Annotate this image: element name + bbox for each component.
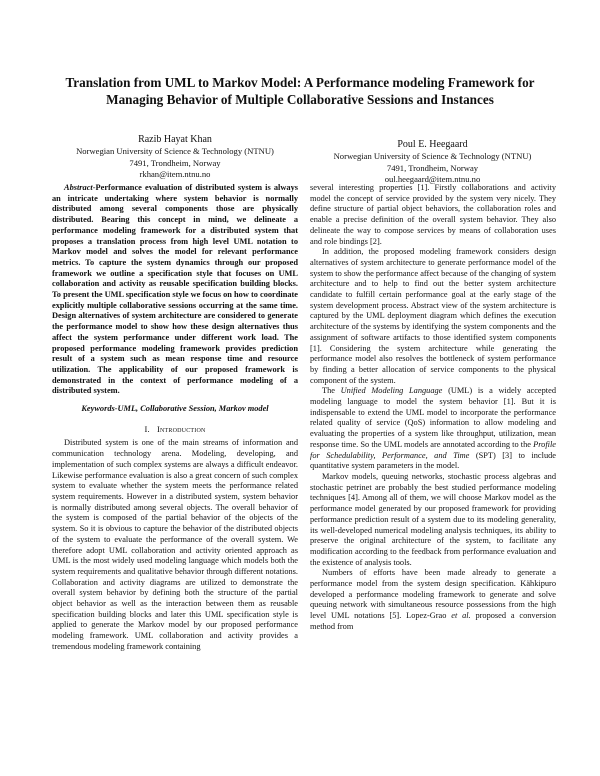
author-address: 7491, Trondheim, Norway [129,157,221,168]
author-address: 7491, Trondheim, Norway [386,162,479,173]
left-column [52,183,298,653]
abstract-text: Performance evaluation of distributed system is always an intricate undertaking where system behavior is normally distributed among several components those are physically distributed. Bearing this concept in mind, we delineate a performance modeling framework for a distributed system that proposes a translation process from high level UML notation to Markov model and solves the model for relevant performance metrics. To capture the system dynamics through our proposed framework we outline a specification style that focuses on UML collaboration and activity as reusable specification building blocks. To present the UML specification style we focus on how to coordinate explicitly multiple collaborative sessions occurring at the same time. Design alternatives of system architecture are considered to generate the performance model to show how these design alternatives thus affect the system performance under different work load. The proposed performance modeling framework provides prediction result of a system such as mean response time and resource utilization. The applicability of our proposed framework is demonstrated in the context of performance modeling of a distributed system. [52,183,298,396]
author-name: Poul E. Heegaard [397,139,468,150]
text-run: (SPT) [3] to include quantitative system parameters in the model. [310,450,557,471]
title-line-2: Managing Behavior of Multiple Collaborative Sessions and Instances [106,92,494,107]
text-run-italic: Profile for Schedulability, Performance, and Time [310,439,556,460]
text-run: Numbers of efforts have been made already to generate a performance model from the system design specification. Kähkipuro developed a performance modeling framework to generate and solve queuing network with simultaneous resource possessions from the high level UML notations [5]. Lopez-Grao [310,568,556,621]
author-email: oul.heegaard@item.ntnu.no [384,174,481,184]
abstract [52,183,298,397]
paper-title [40,74,560,108]
text-run: (UML) is a widely accepted modeling language to model the system behavior [1]. But it is indispensable to extend the UML model to incorporate the performance related quality of service (QoS) information to allow modeling and evaluating the properties of a system like throughput, utilization, mean response time. So the UML models are annotated according to the [310,386,557,449]
right-column [310,183,556,633]
section-title: Introduction [156,423,206,434]
section-number: I. [144,423,150,434]
author-block-2 [305,138,560,186]
text-run-italic: Unified Modeling Language [340,386,443,396]
author-email: rkhan@item.ntnu.no [139,169,211,179]
text-run-italic: et al. [451,611,471,621]
body-paragraph [310,386,556,472]
body-paragraph: In addition, the proposed modeling framework considers design alternatives of system architecture to generate performance model of the system to show the performance affect because of the changing of system architecture and to help to find out the better system architecture candidate to fulfill certain performance goal at the early stage of the system development process. Abstract view of the system architecture is captured by the UML deployment diagram which defines the execution architecture of the systems by identifying the system components and the assignment of software artifacts to those identified system components [1]. Considering the system architecture while generating the performance model also resolves the bottleneck of system performance by finding a better allocation of service components to the physical component of the system. [310,247,556,385]
body-paragraph: Markov models, queuing networks, stochastic process algebras and stochastic petrinet are probably the best studied performance modeling techniques [4]. Among all of them, we will choose Markov model as the performance model generated by our proposed framework for providing performance prediction result of a system due to its modeling generality, its well-developed numerical modeling analysis techniques, its ability to preserve the original architecture of the system, to facilitate any modification according to the feedback from performance evaluation and the existence of analysis tools. [310,471,556,567]
body-paragraph: Distributed system is one of the main streams of information and communication technology arena. Modeling, developing, and implementation of such complex systems are always a difficult endeavor. Likewise performance evaluation is also a great concern of such complex system to evaluate whether the system meets the performance related system requirements. However in a distributed system, system behavior is normally distributed among several objects. The overall behavior of the system is composed of the partial behavior of the objects of the system. So it is obvious to capture the behavior of the distributed objects of the system to evaluate the performance of the overall system. We therefore adopt UML collaboration and activity oriented approach as UML is the most widely used modeling language which models both the system requirements and qualitative behavior through different notations. Collaboration and activity diagrams are utilized to demonstrate the overall system behavior by defining both the structure of the partial object behavior as well as the interaction between them as reusable specification building blocks and later this UML specification style is applied to generate the Markov model by our proposed performance modeling framework. UML collaboration and activity provides a tremendous modeling framework containing [52,438,298,651]
keywords: Keywords-UML, Collaborative Session, Markov model [81,404,269,414]
author-name: Razib Hayat Khan [138,134,212,145]
author-affiliation: Norwegian University of Science & Technology (NTNU) [76,146,274,156]
body-paragraph: several interesting properties [1]. Firstly collaborations and activity model the concept of service provided by the system very nicely. They define structure of partial object behaviors, the collaboration roles and enable a precise definition of the overall system behavior. They also delineate the way to compose services by means of collaboration uses and role bindings [2]. [310,183,556,246]
section-heading [52,424,298,435]
author-affiliation: Norwegian University of Science & Technology (NTNU) [333,151,532,161]
title-line-1: Translation from UML to Markov Model: A Performance modeling Framework for [65,75,535,90]
text-run: The [322,386,341,396]
text-run: proposed a conversion method from [310,611,556,631]
author-block-1 [50,133,300,181]
abstract-lead: Abstract- [64,183,96,192]
body-paragraph [310,568,556,632]
